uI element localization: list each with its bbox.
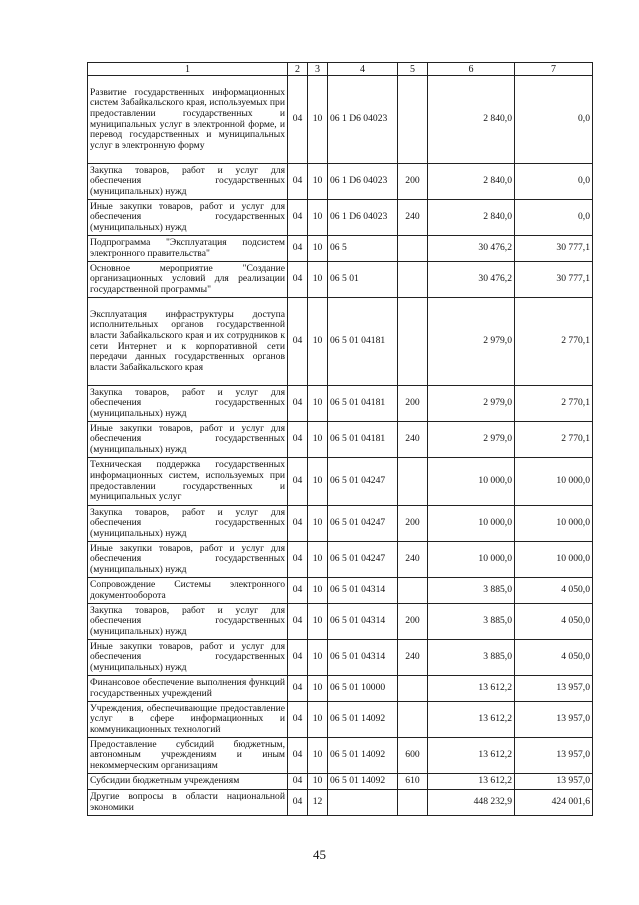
table-row [88, 200, 593, 236]
row-name: Иные закупки товаров, работ и услуг для обеспечения государственных (муниципальных) нужд [88, 542, 288, 578]
amount-year-1: 2 840,0 [428, 164, 515, 200]
target-article-code: 06 5 [328, 236, 398, 262]
amount-year-2: 0,0 [515, 76, 593, 164]
subsection-code: 10 [308, 164, 328, 200]
subsection-code: 10 [308, 702, 328, 738]
amount-year-1: 3 885,0 [428, 604, 515, 640]
page-number: 45 [313, 847, 326, 862]
amount-year-1: 448 232,9 [428, 790, 515, 816]
amount-year-1: 30 476,2 [428, 262, 515, 298]
target-article-code [328, 790, 398, 816]
amount-year-2: 13 957,0 [515, 774, 593, 790]
table-row [88, 386, 593, 422]
row-name: Развитие государственных информационных систем Забайкальского края, используемых при предоставлении государственных и муниципальных услуг в электронной форме, и перевод государственных и муниципальных услуг в электронную форму [88, 76, 288, 164]
row-name: Подпрограмма "Эксплуатация подсистем электронного правительства" [88, 236, 288, 262]
section-code: 04 [288, 236, 308, 262]
subsection-code: 10 [308, 640, 328, 676]
amount-year-1: 13 612,2 [428, 738, 515, 774]
target-article-code: 06 1 D6 04023 [328, 200, 398, 236]
amount-year-1: 10 000,0 [428, 458, 515, 506]
expense-type-code: 240 [398, 542, 428, 578]
expense-type-code: 600 [398, 738, 428, 774]
header-cell: 4 [328, 63, 398, 76]
subsection-code: 10 [308, 604, 328, 640]
subsection-code: 10 [308, 578, 328, 604]
amount-year-1: 2 840,0 [428, 200, 515, 236]
table-row [88, 298, 593, 386]
amount-year-1: 2 979,0 [428, 386, 515, 422]
subsection-code: 10 [308, 458, 328, 506]
row-name: Закупка товаров, работ и услуг для обеспечения государственных (муниципальных) нужд [88, 506, 288, 542]
target-article-code: 06 1 D6 04023 [328, 76, 398, 164]
target-article-code: 06 5 01 04247 [328, 458, 398, 506]
target-article-code: 06 5 01 04314 [328, 604, 398, 640]
table-row [88, 790, 593, 816]
table-row [88, 774, 593, 790]
amount-year-2: 424 001,6 [515, 790, 593, 816]
expense-type-code: 200 [398, 506, 428, 542]
amount-year-1: 10 000,0 [428, 506, 515, 542]
target-article-code: 06 1 D6 04023 [328, 164, 398, 200]
row-name: Основное мероприятие "Создание организационных условий для реализации государственной программы" [88, 262, 288, 298]
row-name: Иные закупки товаров, работ и услуг для обеспечения государственных (муниципальных) нужд [88, 422, 288, 458]
expense-type-code: 200 [398, 386, 428, 422]
amount-year-2: 30 777,1 [515, 262, 593, 298]
row-name: Финансовое обеспечение выполнения функций государственных учреждений [88, 676, 288, 702]
row-name: Техническая поддержка государственных информационных систем, используемых при предоставлении государственных и муниципальных услуг [88, 458, 288, 506]
amount-year-2: 13 957,0 [515, 702, 593, 738]
target-article-code: 06 5 01 14092 [328, 774, 398, 790]
subsection-code: 10 [308, 200, 328, 236]
subsection-code: 10 [308, 774, 328, 790]
expense-type-code: 200 [398, 164, 428, 200]
table-row [88, 738, 593, 774]
section-code: 04 [288, 774, 308, 790]
table-row [88, 604, 593, 640]
table-row [88, 506, 593, 542]
table-row [88, 542, 593, 578]
subsection-code: 10 [308, 236, 328, 262]
section-code: 04 [288, 422, 308, 458]
amount-year-2: 10 000,0 [515, 458, 593, 506]
table-row [88, 164, 593, 200]
expense-type-code: 240 [398, 422, 428, 458]
amount-year-2: 13 957,0 [515, 738, 593, 774]
section-code: 04 [288, 738, 308, 774]
table-row [88, 702, 593, 738]
section-code: 04 [288, 506, 308, 542]
amount-year-2: 4 050,0 [515, 640, 593, 676]
table-row [88, 578, 593, 604]
amount-year-1: 3 885,0 [428, 640, 515, 676]
section-code: 04 [288, 164, 308, 200]
amount-year-1: 13 612,2 [428, 702, 515, 738]
subsection-code: 10 [308, 298, 328, 386]
section-code: 04 [288, 458, 308, 506]
target-article-code: 06 5 01 04314 [328, 578, 398, 604]
target-article-code: 06 5 01 14092 [328, 702, 398, 738]
section-code: 04 [288, 640, 308, 676]
table-row [88, 236, 593, 262]
row-name: Сопровождение Системы электронного документооборота [88, 578, 288, 604]
target-article-code: 06 5 01 04181 [328, 298, 398, 386]
target-article-code: 06 5 01 [328, 262, 398, 298]
expense-type-code: 610 [398, 774, 428, 790]
table-row [88, 676, 593, 702]
header-row [88, 63, 593, 76]
row-name: Учреждения, обеспечивающие предоставление услуг в сфере информационных и коммуникационных технологий [88, 702, 288, 738]
table-row [88, 458, 593, 506]
row-name: Закупка товаров, работ и услуг для обеспечения государственных (муниципальных) нужд [88, 386, 288, 422]
header-cell: 6 [428, 63, 515, 76]
expense-type-code [398, 76, 428, 164]
section-code: 04 [288, 386, 308, 422]
target-article-code: 06 5 01 04314 [328, 640, 398, 676]
amount-year-2: 10 000,0 [515, 506, 593, 542]
target-article-code: 06 5 01 04181 [328, 422, 398, 458]
section-code: 04 [288, 790, 308, 816]
amount-year-2: 2 770,1 [515, 386, 593, 422]
section-code: 04 [288, 676, 308, 702]
header-cell: 7 [515, 63, 593, 76]
row-name: Эксплуатация инфраструктуры доступа исполнительных органов государственной власти Забайкальского края и их сотрудников к сети Интернет и к корпоративной сети передачи данных государственных органов власти Забайкальского края [88, 298, 288, 386]
amount-year-2: 30 777,1 [515, 236, 593, 262]
target-article-code: 06 5 01 14092 [328, 738, 398, 774]
expense-type-code: 240 [398, 200, 428, 236]
amount-year-2: 2 770,1 [515, 422, 593, 458]
amount-year-1: 2 979,0 [428, 422, 515, 458]
amount-year-1: 30 476,2 [428, 236, 515, 262]
section-code: 04 [288, 76, 308, 164]
section-code: 04 [288, 578, 308, 604]
table-body [88, 76, 593, 816]
amount-year-1: 13 612,2 [428, 676, 515, 702]
section-code: 04 [288, 298, 308, 386]
row-name: Другие вопросы в области национальной экономики [88, 790, 288, 816]
expense-type-code [398, 298, 428, 386]
subsection-code: 12 [308, 790, 328, 816]
header-cell: 5 [398, 63, 428, 76]
amount-year-1: 2 979,0 [428, 298, 515, 386]
row-name: Предоставление субсидий бюджетным, автономным учреждениям и иным некоммерческим организациям [88, 738, 288, 774]
amount-year-2: 2 770,1 [515, 298, 593, 386]
table-row [88, 422, 593, 458]
amount-year-1: 3 885,0 [428, 578, 515, 604]
expense-type-code [398, 262, 428, 298]
expense-type-code [398, 578, 428, 604]
amount-year-2: 4 050,0 [515, 578, 593, 604]
header-cell: 2 [288, 63, 308, 76]
expense-type-code [398, 790, 428, 816]
subsection-code: 10 [308, 542, 328, 578]
target-article-code: 06 5 01 10000 [328, 676, 398, 702]
expense-type-code [398, 676, 428, 702]
table-row [88, 76, 593, 164]
amount-year-1: 10 000,0 [428, 542, 515, 578]
target-article-code: 06 5 01 04247 [328, 542, 398, 578]
row-name: Иные закупки товаров, работ и услуг для обеспечения государственных (муниципальных) нужд [88, 640, 288, 676]
section-code: 04 [288, 262, 308, 298]
header-cell: 1 [88, 63, 288, 76]
amount-year-2: 0,0 [515, 200, 593, 236]
amount-year-2: 13 957,0 [515, 676, 593, 702]
table-row [88, 640, 593, 676]
row-name: Субсидии бюджетным учреждениям [88, 774, 288, 790]
amount-year-1: 2 840,0 [428, 76, 515, 164]
section-code: 04 [288, 604, 308, 640]
table-row [88, 262, 593, 298]
subsection-code: 10 [308, 676, 328, 702]
expense-type-code: 200 [398, 604, 428, 640]
subsection-code: 10 [308, 262, 328, 298]
budget-table [87, 62, 593, 816]
subsection-code: 10 [308, 422, 328, 458]
subsection-code: 10 [308, 76, 328, 164]
section-code: 04 [288, 200, 308, 236]
subsection-code: 10 [308, 506, 328, 542]
expense-type-code: 240 [398, 640, 428, 676]
row-name: Закупка товаров, работ и услуг для обеспечения государственных (муниципальных) нужд [88, 164, 288, 200]
target-article-code: 06 5 01 04247 [328, 506, 398, 542]
section-code: 04 [288, 702, 308, 738]
subsection-code: 10 [308, 386, 328, 422]
section-code: 04 [288, 542, 308, 578]
target-article-code: 06 5 01 04181 [328, 386, 398, 422]
row-name: Закупка товаров, работ и услуг для обеспечения государственных (муниципальных) нужд [88, 604, 288, 640]
expense-type-code [398, 702, 428, 738]
subsection-code: 10 [308, 738, 328, 774]
amount-year-1: 13 612,2 [428, 774, 515, 790]
header-cell: 3 [308, 63, 328, 76]
amount-year-2: 4 050,0 [515, 604, 593, 640]
row-name: Иные закупки товаров, работ и услуг для обеспечения государственных (муниципальных) нужд [88, 200, 288, 236]
amount-year-2: 0,0 [515, 164, 593, 200]
expense-type-code [398, 236, 428, 262]
expense-type-code [398, 458, 428, 506]
amount-year-2: 10 000,0 [515, 542, 593, 578]
